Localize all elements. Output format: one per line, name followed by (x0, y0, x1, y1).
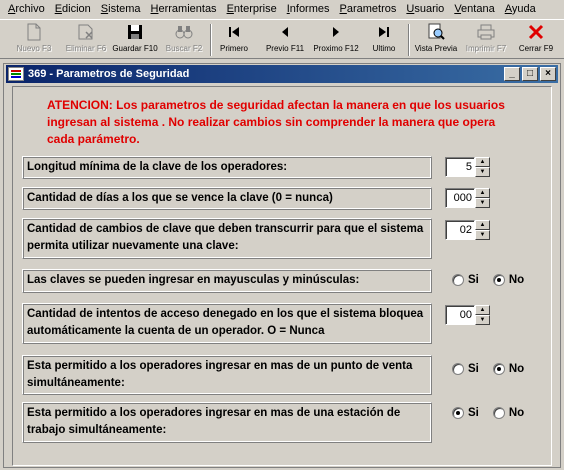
cambios-arrows (475, 220, 490, 240)
maximize-button[interactable]: □ (522, 67, 538, 81)
proximo-button[interactable] (312, 21, 360, 59)
menu-enterprise[interactable] (222, 0, 282, 18)
punto-venta-no-label: No (508, 363, 525, 375)
eliminar-button[interactable] (62, 21, 110, 59)
spin-up-icon[interactable]: ▲ (475, 220, 490, 230)
cambios-clave-label: Cantidad de cambios de clave que deben transcurrir para que el sistema permita utilizar nuevamente una clave: (22, 218, 432, 259)
radio-circle (493, 407, 505, 419)
menu-sistema[interactable] (96, 0, 146, 18)
punto-venta-radio-group (452, 363, 524, 375)
primero-button[interactable] (214, 21, 254, 59)
mayusculas-no-label: No (508, 274, 525, 286)
toolbar-separator (210, 24, 212, 56)
menu-bar (0, 0, 564, 18)
menu-ventana[interactable] (449, 0, 499, 18)
longitud-arrows (475, 157, 490, 177)
menu-enterprise-accel: E (226, 3, 234, 15)
dias-arrows (475, 188, 490, 208)
menu-ayuda[interactable] (500, 0, 541, 18)
ultimo-label: Ultimo (372, 44, 396, 53)
longitud-spinner[interactable] (445, 157, 490, 177)
spin-down-icon[interactable]: ▼ (475, 198, 490, 208)
spin-up-icon[interactable]: ▲ (475, 305, 490, 315)
spin-up-icon[interactable]: ▲ (475, 188, 490, 198)
punto-venta-label: Esta permitido a los operadores ingresar en mas de un punto de venta simultáneamente: (22, 355, 432, 395)
menu-ayuda-label: yuda (511, 3, 536, 15)
menu-sistema-label: istema (108, 3, 141, 15)
menu-enterprise-label: nterprise (233, 3, 277, 15)
menu-ventana-accel: V (454, 3, 462, 15)
ultimo-button[interactable] (366, 21, 402, 59)
menu-parametros-accel: P (339, 3, 347, 15)
imprimir-label: Imprimir F7 (465, 44, 507, 53)
first-record-icon (227, 21, 241, 43)
menu-informes-accel: I (286, 3, 290, 15)
form-panel (12, 86, 552, 466)
estacion-radio-group (452, 407, 524, 419)
punto-venta-si-label: Si (468, 363, 479, 375)
nuevo-label: Nuevo F3 (16, 44, 52, 53)
app-icon (8, 67, 24, 81)
menu-usuario[interactable] (401, 0, 449, 18)
toolbar (0, 19, 564, 59)
intentos-arrows (475, 305, 490, 325)
intentos-label: Cantidad de intentos de acceso denegado en los que el sistema bloquea automáticamente la cuenta de un operador. O = Nunca (22, 303, 432, 344)
imprimir-button[interactable] (462, 21, 510, 59)
menu-herramientas-accel: H (150, 3, 159, 15)
mayusculas-no-radio[interactable] (493, 274, 524, 286)
punto-venta-no-radio[interactable] (493, 363, 524, 375)
dias-vencimiento-label: Cantidad de días a los que se vence la clave (0 = nunca) (22, 187, 432, 210)
cambios-spinner[interactable] (445, 220, 490, 240)
menu-informes[interactable] (282, 0, 335, 18)
radio-circle-selected (493, 363, 505, 375)
radio-circle (452, 274, 464, 286)
previo-label: Previo F11 (265, 44, 305, 53)
estacion-si-radio[interactable] (452, 407, 479, 419)
menu-archivo-label: rchivo (15, 3, 45, 15)
menu-archivo[interactable] (3, 0, 50, 18)
menu-edicion-accel: E (54, 3, 63, 15)
close-red-x-icon (528, 21, 544, 43)
menu-parametros-label: arametros (346, 3, 397, 15)
longitud-value[interactable]: 5 (445, 157, 475, 177)
menu-herramientas-label: erramientas (158, 3, 217, 15)
delete-icon (77, 21, 95, 43)
menu-informes-label: nformes (289, 3, 330, 15)
binoculars-icon (175, 21, 193, 43)
intentos-value[interactable]: 00 (445, 305, 475, 325)
punto-venta-si-radio[interactable] (452, 363, 479, 375)
previous-record-icon (279, 21, 291, 43)
radio-circle-selected (493, 274, 505, 286)
spin-down-icon[interactable]: ▼ (475, 230, 490, 240)
mayusculas-si-label: Si (468, 274, 479, 286)
dias-spinner[interactable] (445, 188, 490, 208)
guardar-button[interactable] (112, 21, 158, 59)
printer-icon (477, 21, 495, 43)
spin-down-icon[interactable]: ▼ (475, 315, 490, 325)
print-preview-icon (427, 21, 445, 43)
buscar-button[interactable] (162, 21, 206, 59)
spin-up-icon[interactable]: ▲ (475, 157, 490, 167)
radio-circle (452, 363, 464, 375)
estacion-no-radio[interactable] (493, 407, 524, 419)
warning-message: ATENCION: Los parametros de seguridad afectan la manera en que los usuarios ingresan al sistema . No realizar cambios sin comprender la manera que opera cada parámetro. (47, 98, 505, 146)
menu-edicion[interactable] (50, 0, 96, 18)
menu-usuario-accel: U (406, 3, 415, 15)
intentos-spinner[interactable] (445, 305, 490, 325)
cambios-value[interactable]: 02 (445, 220, 475, 240)
save-disk-icon (127, 21, 143, 43)
vista-previa-button[interactable] (412, 21, 460, 59)
nuevo-button[interactable] (12, 21, 56, 59)
buscar-label: Buscar F2 (165, 44, 203, 53)
next-record-icon (330, 21, 342, 43)
new-document-icon (26, 21, 42, 43)
menu-edicion-label: dicion (62, 3, 91, 15)
menu-ventana-label: entana (461, 3, 495, 15)
security-parameters-window (3, 63, 561, 468)
cerrar-button[interactable] (514, 21, 558, 59)
estacion-trabajo-label: Esta permitido a los operadores ingresar en mas de una estación de trabajo simultáneamente: (22, 402, 432, 443)
window-titlebar[interactable] (6, 65, 558, 83)
menu-archivo-accel: A (8, 3, 16, 15)
menu-sistema-accel: S (100, 3, 109, 15)
menu-herramientas[interactable] (146, 0, 222, 18)
window-controls (504, 67, 556, 81)
menu-parametros[interactable] (335, 0, 402, 18)
mayusculas-radio-group (452, 274, 524, 286)
estacion-si-label: Si (468, 407, 479, 419)
mayusculas-label: Las claves se pueden ingresar en mayusculas y minúsculas: (22, 269, 432, 293)
eliminar-label: Eliminar F6 (65, 44, 107, 53)
radio-circle-selected (452, 407, 464, 419)
close-button[interactable]: × (540, 67, 556, 81)
estacion-no-label: No (508, 407, 525, 419)
window-title: 369 - Parametros de Seguridad (28, 68, 190, 80)
spin-down-icon[interactable]: ▼ (475, 167, 490, 177)
cerrar-label: Cerrar F9 (518, 44, 554, 53)
mayusculas-si-radio[interactable] (452, 274, 479, 286)
dias-value[interactable]: 000 (445, 188, 475, 208)
guardar-label: Guardar F10 (112, 44, 158, 53)
primero-label: Primero (219, 44, 248, 53)
previo-button[interactable] (262, 21, 308, 59)
menu-ayuda-accel: A (504, 3, 512, 15)
last-record-icon (377, 21, 391, 43)
minimize-button[interactable]: _ (504, 67, 520, 81)
longitud-label: Longitud mínima de la clave de los operadores: (22, 156, 432, 179)
vista-previa-label: Vista Previa (414, 44, 458, 53)
toolbar-separator (408, 24, 410, 56)
menu-usuario-label: suario (414, 3, 445, 15)
proximo-label: Proximo F12 (313, 44, 359, 53)
